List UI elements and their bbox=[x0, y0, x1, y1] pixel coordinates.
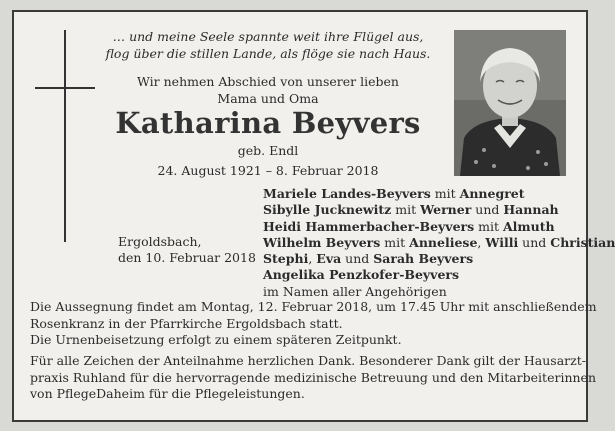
thanks-line: von PflegeDaheim für die Pflegeleistungen. bbox=[30, 386, 305, 401]
family-name: Eva bbox=[316, 251, 342, 267]
family-name: Heidi Hammerbacher-Beyvers bbox=[263, 218, 475, 234]
portrait-photo bbox=[454, 30, 566, 176]
portrait-photo-graphic bbox=[454, 30, 566, 176]
family-name: Stephi bbox=[263, 251, 309, 267]
family-connector: , bbox=[477, 234, 486, 250]
family-list bbox=[263, 186, 615, 300]
poem-line: flog über die stillen Lande, als flöge sie nach Haus. bbox=[105, 46, 431, 61]
family-connector: und bbox=[471, 202, 504, 218]
family-line bbox=[263, 219, 615, 235]
farewell-line: Wir nehmen Abschied von unserer lieben bbox=[137, 74, 399, 89]
family-line bbox=[263, 267, 615, 283]
family-name: Mariele Landes-Beyvers bbox=[263, 186, 431, 201]
ceremony-line: Die Urnenbeisetzung erfolgt zu einem späteren Zeitpunkt. bbox=[30, 332, 402, 347]
poem-line: … und meine Seele spannte weit ihre Flügel aus, bbox=[112, 29, 424, 44]
family-name: Almuth bbox=[502, 218, 555, 234]
thanks-text bbox=[30, 353, 596, 403]
family-name: Hannah bbox=[503, 202, 559, 218]
poem-verse bbox=[100, 28, 436, 62]
farewell-line: Mama und Oma bbox=[217, 91, 319, 106]
family-line bbox=[263, 235, 615, 251]
family-name: Wilhelm Beyvers bbox=[263, 234, 381, 250]
place-line: Ergoldsbach, bbox=[118, 234, 202, 249]
family-name: Angelika Penzkofer-Beyvers bbox=[263, 267, 460, 283]
family-connector: und bbox=[341, 251, 374, 267]
ceremony-info bbox=[30, 299, 597, 349]
family-line bbox=[263, 251, 615, 267]
place-and-date bbox=[118, 234, 256, 266]
family-connector: mit bbox=[430, 186, 460, 201]
thanks-line: praxis Ruhland für die hervorragende medizinische Betreuung und den Mitarbeiterinnen bbox=[30, 369, 596, 385]
family-name: Sarah Beyvers bbox=[373, 251, 474, 267]
family-connector: mit bbox=[474, 218, 503, 234]
family-name: Sibylle Jucknewitz bbox=[263, 202, 392, 218]
family-name: Anneliese bbox=[409, 234, 478, 250]
family-line bbox=[263, 186, 615, 202]
family-name: Annegret bbox=[459, 186, 525, 201]
maiden-name: geb. Endl bbox=[237, 143, 299, 158]
farewell-text bbox=[100, 73, 436, 107]
family-footer: im Namen aller Angehörigen bbox=[263, 283, 447, 299]
date-line: den 10. Februar 2018 bbox=[118, 250, 256, 265]
ceremony-line: Die Aussegnung findet am Montag, 12. Februar 2018, um 17.45 Uhr mit anschließendem bbox=[30, 299, 597, 314]
cross-vertical-bar bbox=[64, 30, 66, 242]
life-dates: 24. August 1921 – 8. Februar 2018 bbox=[157, 163, 379, 178]
family-name: Werner bbox=[420, 202, 472, 218]
family-connector: mit bbox=[380, 234, 410, 250]
ceremony-line: Rosenkranz in der Pfarrkirche Ergoldsbach statt. bbox=[30, 315, 343, 331]
family-connector: und bbox=[518, 234, 551, 250]
cross-horizontal-bar bbox=[35, 87, 95, 89]
family-name: Christian bbox=[550, 234, 615, 250]
thanks-line: Für alle Zeichen der Anteilnahme herzlichen Dank. Besonderer Dank gilt der Hausarzt- bbox=[30, 353, 586, 368]
family-connector: , bbox=[308, 251, 317, 267]
family-line bbox=[263, 202, 615, 218]
family-connector: mit bbox=[391, 202, 421, 218]
family-name: Willi bbox=[485, 234, 519, 250]
deceased-name: Katharina Beyvers bbox=[115, 106, 421, 140]
